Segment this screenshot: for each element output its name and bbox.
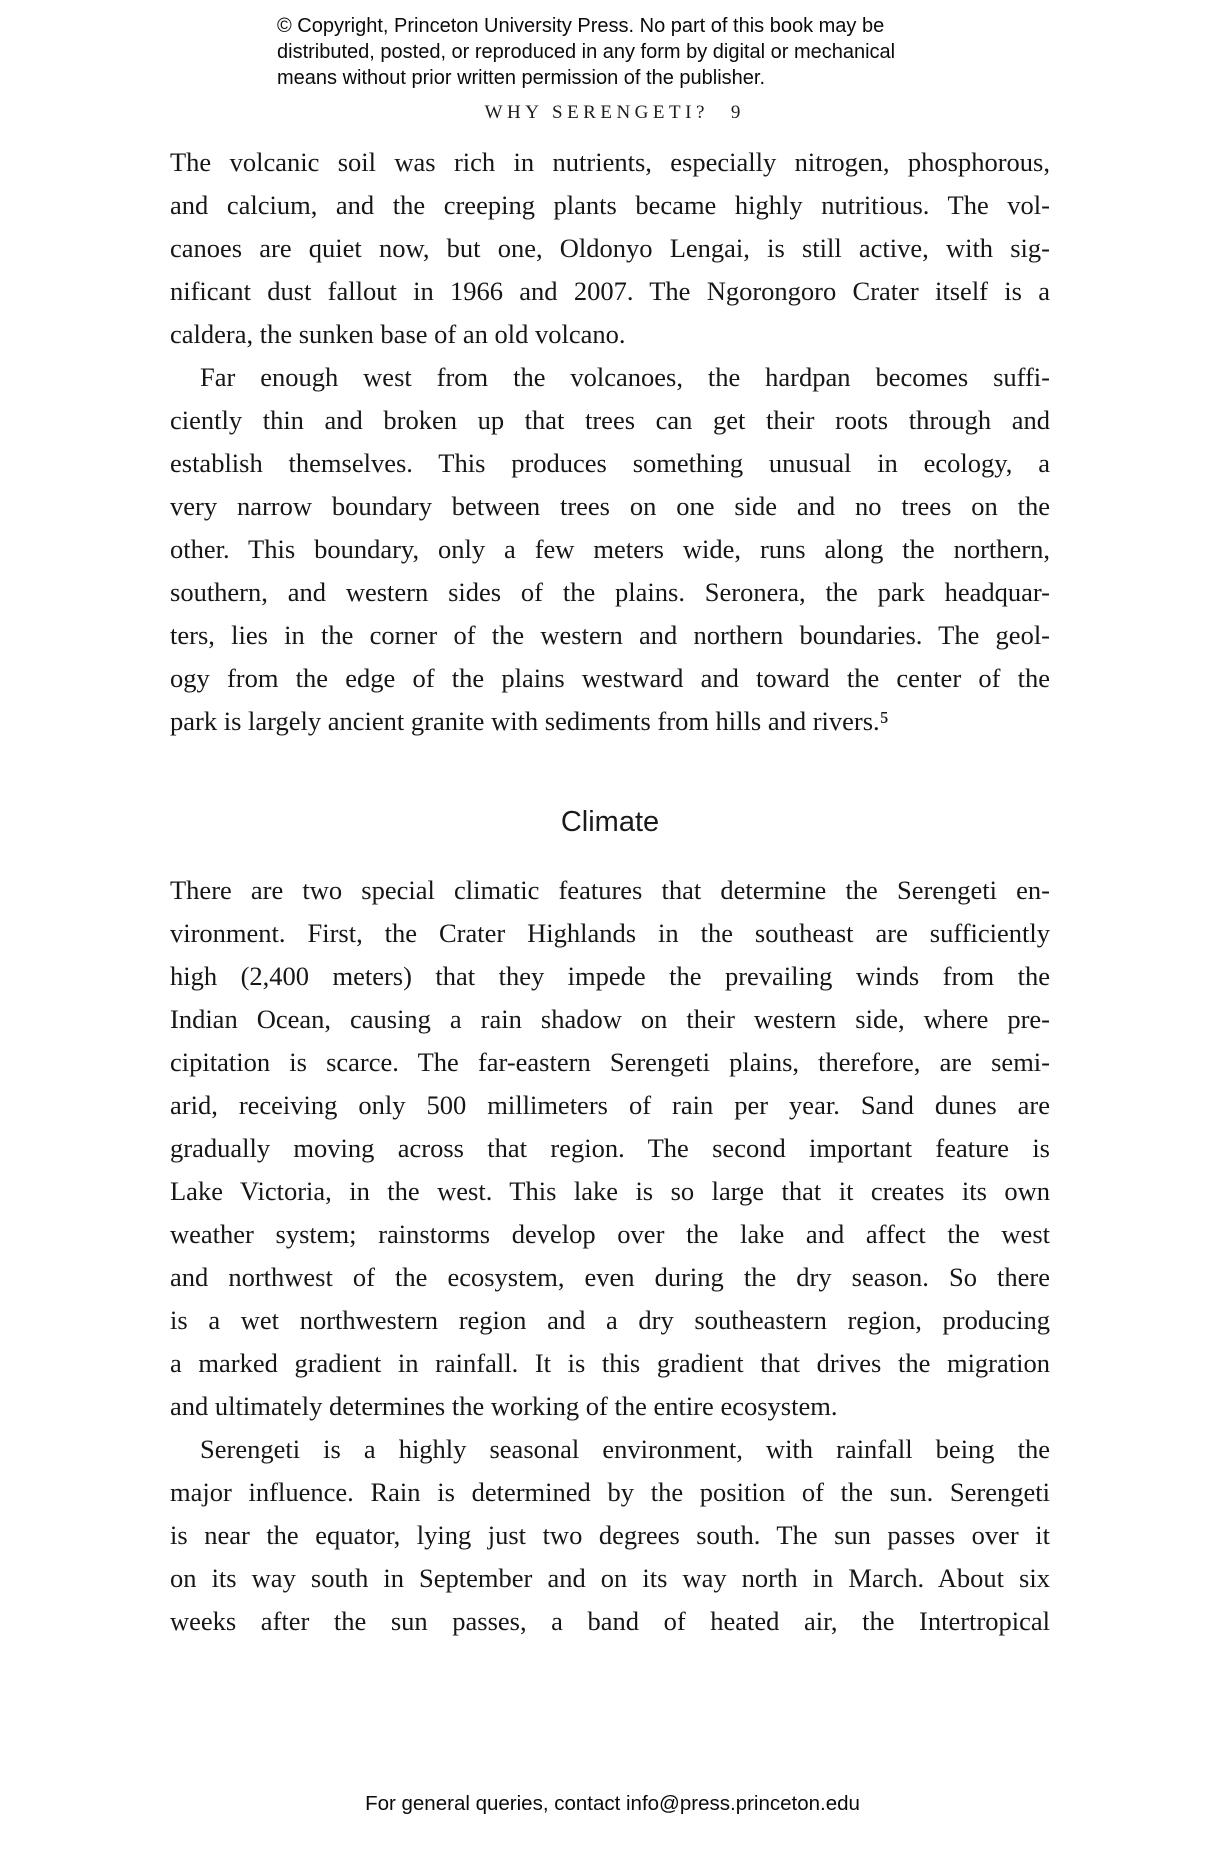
paragraph (170, 141, 1050, 356)
paragraph (170, 1428, 1050, 1643)
text-line: a marked gradient in rainfall. It is this gradient that drives the migration (170, 1348, 1050, 1378)
copyright-line: distributed, posted, or reproduced in any form by digital or mechanical (277, 41, 896, 63)
text-line: cipitation is scarce. The far-eastern Serengeti plains, therefore, are semi- (170, 1047, 1050, 1077)
text-line: arid, receiving only 500 millimeters of rain per year. Sand dunes are (170, 1090, 1050, 1120)
text-line: is a wet northwestern region and a dry southeastern region, producing (170, 1305, 1050, 1335)
text-line: Indian Ocean, causing a rain shadow on their western side, where pre- (170, 1004, 1050, 1034)
text-line: establish themselves. This produces something unusual in ecology, a (170, 448, 1050, 478)
text-line: Far enough west from the volcanoes, the hardpan becomes suffi- (200, 362, 1050, 392)
text-line: canoes are quiet now, but one, Oldonyo Lengai, is still active, with sig- (170, 233, 1050, 263)
running-head-title: WHY SERENGETI? (484, 102, 709, 123)
paragraph (170, 869, 1050, 1428)
running-head (0, 102, 1225, 124)
text-line: caldera, the sunken base of an old volcano. (170, 319, 626, 349)
text-line: on its way south in September and on its way north in March. About six (170, 1563, 1050, 1593)
footer-contact: For general queries, contact info@press.princeton.edu (365, 1792, 860, 1815)
text-line: major influence. Rain is determined by the position of the sun. Serengeti (170, 1477, 1050, 1507)
text-line: weather system; rainstorms develop over the lake and affect the west (170, 1219, 1050, 1249)
text-line: nificant dust fallout in 1966 and 2007. The Ngorongoro Crater itself is a (170, 276, 1050, 306)
copyright-line: © Copyright, Princeton University Press. No part of this book may be (277, 15, 885, 37)
paragraph (170, 356, 1050, 743)
text-line: southern, and western sides of the plains. Seronera, the park headquar- (170, 577, 1050, 607)
text-line: and calcium, and the creeping plants became highly nutritious. The vol- (170, 190, 1050, 220)
text-line: is near the equator, lying just two degrees south. The sun passes over it (170, 1520, 1050, 1550)
page-number: 9 (730, 102, 741, 123)
text-line: The volcanic soil was rich in nutrients, especially nitrogen, phosphorous, (170, 147, 1050, 177)
text-line: Serengeti is a highly seasonal environment, with rainfall being the (200, 1434, 1050, 1464)
text-line: very narrow boundary between trees on one side and no trees on the (170, 491, 1050, 521)
text-line: and ultimately determines the working of the entire ecosystem. (170, 1391, 838, 1421)
text-line: ciently thin and broken up that trees can get their roots through and (170, 405, 1050, 435)
page-body (170, 141, 1050, 1643)
text-line: other. This boundary, only a few meters wide, runs along the northern, (170, 534, 1050, 564)
section-heading: Climate (560, 806, 660, 838)
text-line: weeks after the sun passes, a band of heated air, the Intertropical (170, 1606, 1050, 1636)
copyright-line: means without prior written permission of the publisher. (277, 67, 766, 89)
text-line: Lake Victoria, in the west. This lake is so large that it creates its own (170, 1176, 1050, 1206)
text-line: gradually moving across that region. The second important feature is (170, 1133, 1050, 1163)
copyright-notice (277, 13, 895, 91)
text-line: vironment. First, the Crater Highlands in the southeast are sufficiently (170, 918, 1050, 948)
text-line: park is largely ancient granite with sediments from hills and rivers.⁵ (170, 706, 889, 736)
text-line: ters, lies in the corner of the western and northern boundaries. The geol- (170, 620, 1050, 650)
text-line: There are two special climatic features that determine the Serengeti en- (170, 875, 1050, 905)
text-line: high (2,400 meters) that they impede the prevailing winds from the (170, 961, 1050, 991)
text-line: and northwest of the ecosystem, even during the dry season. So there (170, 1262, 1050, 1292)
text-line: ogy from the edge of the plains westward and toward the center of the (170, 663, 1050, 693)
